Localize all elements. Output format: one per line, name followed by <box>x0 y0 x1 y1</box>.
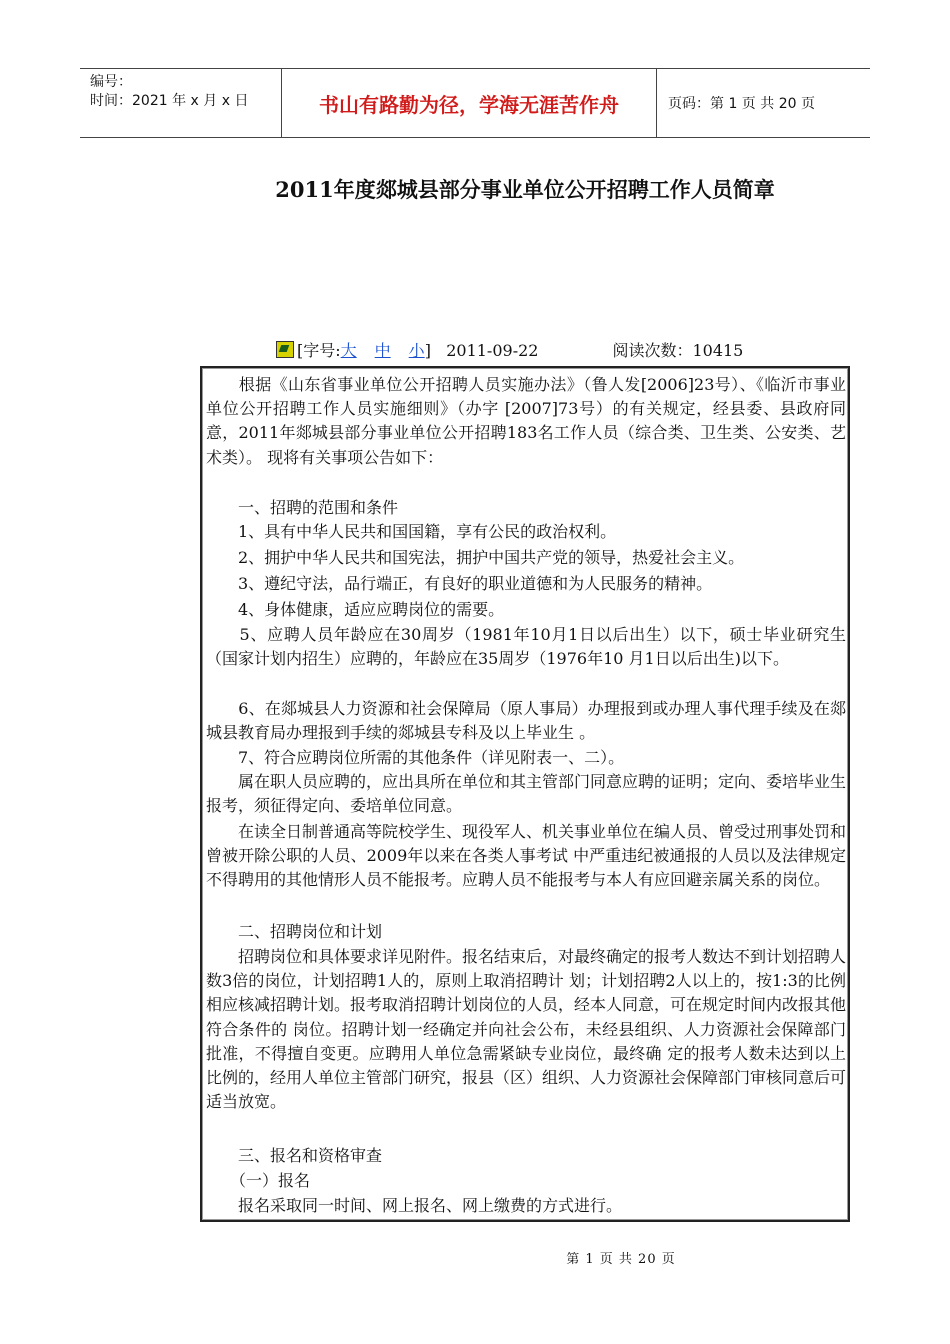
document-header <box>80 68 870 138</box>
font-size-small-link[interactable]: 小 <box>408 341 425 360</box>
number-label: 编号： <box>90 74 132 90</box>
list-item: 7、符合应聘岗位所需的其他条件（详见附表一、二）。 <box>206 748 625 767</box>
header-info-cell <box>80 69 282 137</box>
font-size-close: ] <box>424 341 431 360</box>
paragraph: 在读全日制普通高等院校学生、现役军人、机关事业单位在编人员、曾受过刑事处罚和曾被开除公职的人员、2009年以来在各类人事考试 中严重违纪被通报的人员以及法律规定不得聘用的其他情形人员不能报考。应聘人员不能报考与本人有应回避亲属关系的岗位。 <box>206 822 847 890</box>
font-size-large-link[interactable]: 大 <box>340 341 357 360</box>
time-label: 时间：2021 年 x 月 x 日 <box>90 93 249 109</box>
printer-icon[interactable] <box>276 341 294 358</box>
paragraph-intro: 根据《山东省事业单位公开招聘人员实施办法》（鲁人发[2006]23号）、《临沂市事业单位公开招聘工作人员实施细则》（办字 [2007]73号）的有关规定，经县委、县政府同意，2011年郯城县部分事业单位公开招聘183名工作人员（综合类、卫生类、公安类、艺术类）。 现将有关事项公告如下： <box>206 375 846 467</box>
list-item: 2、拥护中华人民共和国宪法，拥护中国共产党的领导，热爱社会主义。 <box>206 548 745 567</box>
section-heading-3: 三、报名和资格审查 <box>206 1146 383 1165</box>
list-item: 6、在郯城县人力资源和社会保障局（原人事局）办理报到或办理人事代理手续及在郯城县教育局办理报到手续的郯城县专科及以上毕业生 。 <box>206 699 846 743</box>
paragraph: 属在职人员应聘的，应出具所在单位和其主管部门同意应聘的证明；定向、委培毕业生报考，须征得定向、委培单位同意。 <box>206 772 847 816</box>
list-item: 5、应聘人员年龄应在30周岁（1981年10月1日以后出生）以下，硕士毕业研究生（国家计划内招生）应聘的，年龄应在35周岁（1976年10 月1日以后出生)以下。 <box>206 625 846 669</box>
header-motto: 书山有路勤为径，学海无涯苦作舟 <box>282 69 657 137</box>
publish-date: 2011-09-22 <box>446 341 539 360</box>
section-heading-2: 二、招聘岗位和计划 <box>206 922 383 941</box>
subsection-heading: （一）报名 <box>206 1171 311 1190</box>
page-title: 2011年度郯城县部分事业单位公开招聘工作人员简章 <box>275 177 775 202</box>
read-count: 阅读次数：10415 <box>612 341 744 360</box>
font-size-label: [字号: <box>297 341 341 360</box>
font-size-medium-link[interactable]: 中 <box>374 341 391 360</box>
section-heading-1: 一、招聘的范围和条件 <box>206 498 399 517</box>
paragraph: 报名采取同一时间、网上报名、网上缴费的方式进行。 <box>206 1196 623 1215</box>
article-meta <box>276 338 743 361</box>
header-page-info: 页码：第 1 页 共 20 页 <box>668 96 815 112</box>
list-item: 4、身体健康，适应应聘岗位的需要。 <box>206 600 505 619</box>
paragraph: 招聘岗位和具体要求详见附件。报名结束后，对最终确定的报考人数达不到计划招聘人数3倍的岗位，计划招聘1人的，原则上取消招聘计 划；计划招聘2人以上的，按1:3的比例相应核减招聘计划。报考取消招聘计划岗位的人员，经本人同意，可在规定时间内改报其他符合条件的 岗位。招聘计划一经确定并向社会公布，未经县组织、人力资源社会保障部门批准，不得擅自变更。应聘用人单位急需紧缺专业岗位，最终确 定的报考人数未达到以上比例的，经用人单位主管部门研究，报县（区）组织、人力资源社会保障部门审核同意后可适当放宽。 <box>206 947 847 1112</box>
page-footer: 第 1 页 共 20 页 <box>566 1252 676 1267</box>
list-item: 1、具有中华人民共和国国籍，享有公民的政治权利。 <box>206 522 617 541</box>
list-item: 3、遵纪守法，品行端正，有良好的职业道德和为人民服务的精神。 <box>206 574 713 593</box>
